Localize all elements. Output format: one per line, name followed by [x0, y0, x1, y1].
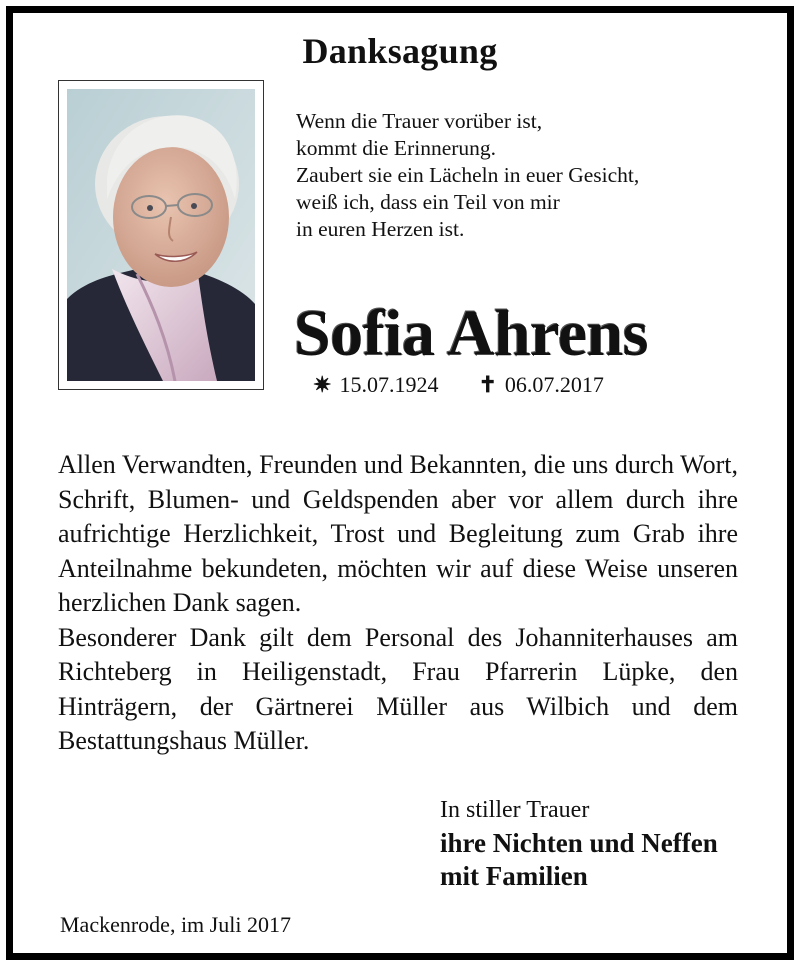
birth-date: 15.07.1924 [339, 372, 439, 397]
signature-family: mit Familien [440, 861, 588, 891]
poem [296, 108, 639, 243]
poem-line: weiß ich, dass ein Teil von mir [296, 190, 560, 214]
poem-line: in euren Herzen ist. [296, 217, 465, 241]
signature [440, 794, 718, 893]
poem-line: Zaubert sie ein Lächeln in euer Gesicht, [296, 163, 640, 187]
thanks-paragraph: Allen Verwandten, Freunden und Bekannten, die uns durch Wort, Schrift, Blumen- und Geldspenden aber vor allem durch ihre aufrichtige Herzlichkeit, Trost und Begleitung zum Grab ihre Anteilnahme bekundeten, möchten wir auf diese Weise unseren herzlichen Dank sagen. [58, 450, 738, 617]
signature-family: ihre Nichten und Neffen [440, 828, 718, 858]
place-date: Mackenrode, im Juli 2017 [60, 912, 291, 937]
poem-line: kommt die Erinnerung. [296, 136, 497, 160]
death-date: 06.07.2017 [504, 372, 604, 397]
thanks-text [58, 448, 738, 759]
thanks-paragraph: Besonderer Dank gilt dem Personal des Johanniterhauses am Richteberg in Heiligenstadt, Frau Pfarrerin Lüpke, den Hinträgern, der Gärtnerei Müller aus Wilbich und dem Bestattungshaus Müller. [58, 622, 738, 755]
signature-intro: In stiller Trauer [440, 797, 590, 823]
portrait-photo [67, 89, 255, 381]
birth-star-icon: ✷ [313, 372, 332, 397]
life-dates [313, 372, 604, 398]
heading: Danksagung [302, 31, 498, 71]
portrait-frame [58, 80, 264, 390]
poem-line: Wenn die Trauer vorüber ist, [296, 109, 543, 133]
deceased-name: Sofia Ahrens [294, 297, 649, 370]
death-cross-icon: ✝ [478, 372, 497, 397]
